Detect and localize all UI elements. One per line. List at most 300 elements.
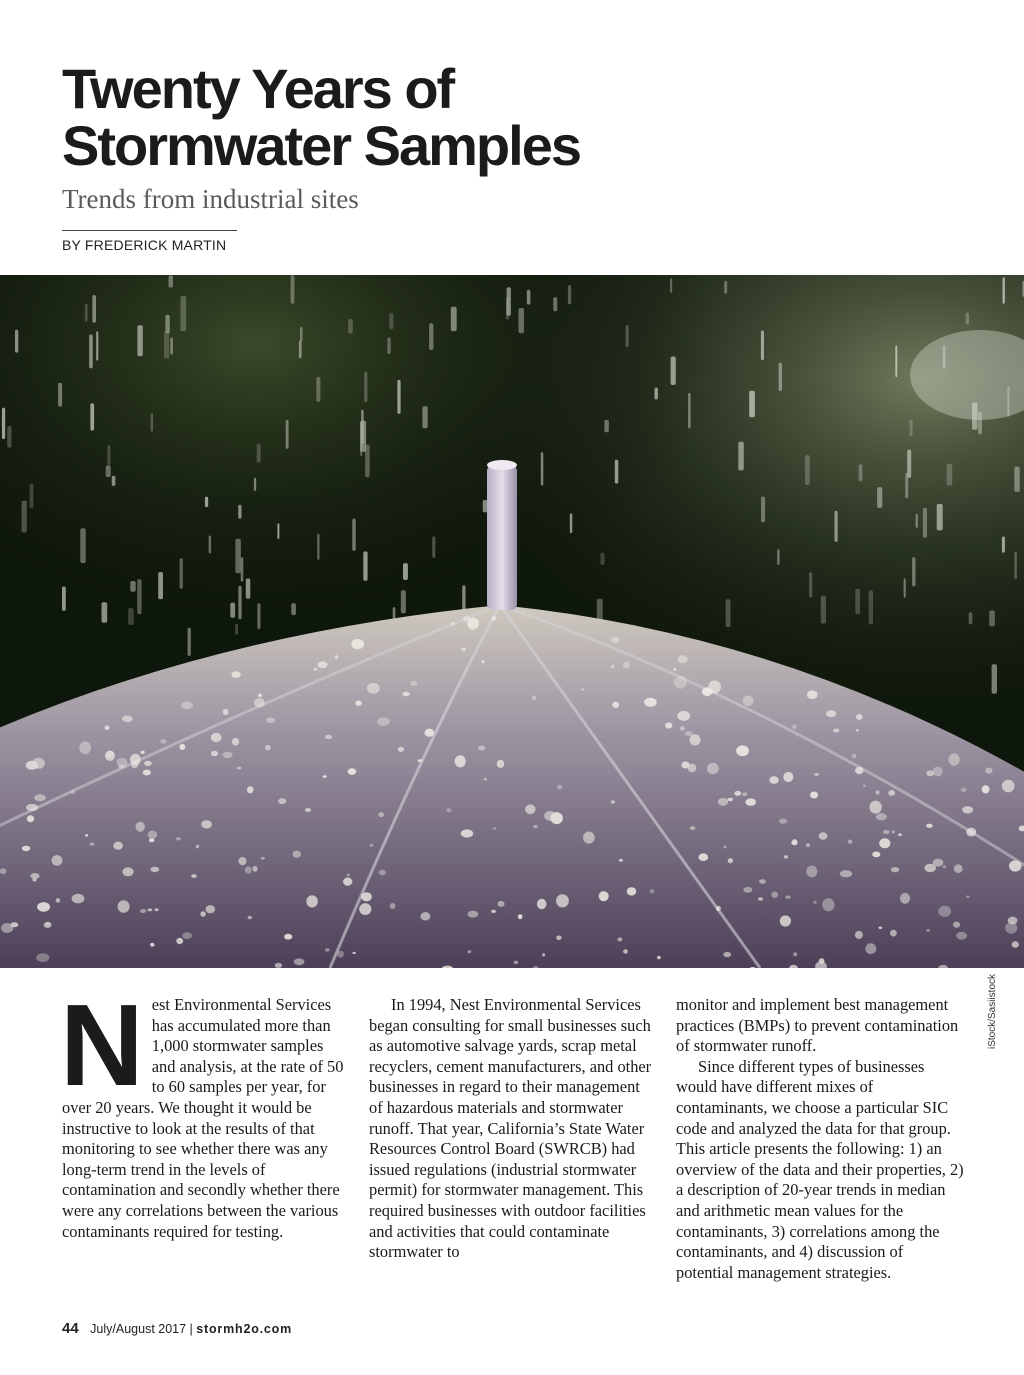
- water-droplet: [948, 753, 959, 765]
- water-droplet: [533, 825, 537, 828]
- water-droplet: [869, 801, 881, 814]
- water-droplet: [961, 788, 967, 792]
- water-droplet: [79, 741, 91, 754]
- water-droplet: [206, 905, 216, 913]
- water-droplet: [71, 790, 76, 794]
- water-droplet: [840, 870, 852, 877]
- rain-streak: [626, 325, 629, 347]
- water-droplet: [245, 866, 252, 873]
- column-2-paragraph: In 1994, Nest Environmental Services began consulting for small businesses such as automotive salvage yards, scrap metal recyclers, cement manufacturers, and other businesses in regard to their management of hazardous materials and stormwater runoff. That year, California’s State Water Resources Control Board (SWRCB) had issued regulations (industrial stormwater permit) for stormwater management. This required businesses with outdoor facilities and activities that could contaminate stormwater to: [369, 995, 652, 1262]
- water-droplet: [727, 798, 733, 801]
- rain-streak: [937, 504, 943, 531]
- water-droplet: [943, 865, 946, 868]
- rain-streak: [969, 612, 973, 624]
- rain-streak: [348, 319, 353, 334]
- rain-streak: [761, 497, 765, 523]
- rain-streak: [821, 596, 826, 624]
- rain-streak: [397, 380, 400, 414]
- water-droplet: [367, 683, 380, 694]
- rain-streak: [601, 553, 605, 565]
- rain-streak: [989, 611, 995, 627]
- water-droplet: [581, 688, 585, 691]
- water-droplet: [673, 668, 676, 671]
- water-droplet: [293, 851, 301, 858]
- rain-streak: [451, 307, 457, 331]
- byline: BY FREDERICK MARTIN: [62, 237, 227, 253]
- water-droplet: [85, 834, 88, 837]
- water-droplet: [352, 952, 356, 954]
- rain-streak: [519, 308, 525, 333]
- water-droplet: [855, 767, 863, 774]
- water-droplet: [785, 896, 791, 899]
- water-droplet: [359, 903, 371, 915]
- rain-streak: [1014, 467, 1020, 492]
- rain-streak: [102, 602, 108, 623]
- water-droplet: [149, 838, 155, 842]
- rain-streak: [90, 403, 94, 430]
- rain-streak: [877, 487, 882, 508]
- water-droplet: [463, 616, 471, 622]
- water-droplet: [266, 718, 275, 723]
- water-droplet: [617, 937, 622, 941]
- rain-streak: [205, 497, 208, 508]
- rain-streak: [107, 445, 110, 465]
- rain-streak: [553, 297, 557, 311]
- water-droplet: [261, 857, 265, 860]
- water-droplet: [583, 832, 595, 844]
- water-droplet: [780, 915, 791, 926]
- water-droplet: [275, 963, 282, 968]
- rain-streak: [80, 528, 85, 563]
- water-droplet: [447, 808, 452, 812]
- water-droplet: [318, 661, 328, 668]
- water-droplet: [852, 754, 857, 759]
- umbrella-rain-photo: [0, 275, 1024, 968]
- water-droplet: [451, 622, 454, 625]
- water-droplet: [294, 958, 305, 965]
- water-droplet: [810, 792, 818, 799]
- water-droplet: [420, 912, 430, 920]
- rain-streak: [916, 514, 918, 528]
- water-droplet: [176, 938, 183, 944]
- rain-streak: [22, 501, 27, 533]
- rain-streak: [904, 578, 906, 598]
- water-droplet: [793, 952, 797, 956]
- water-droplet: [196, 845, 200, 849]
- water-droplet: [118, 900, 130, 913]
- water-droplet: [201, 820, 212, 828]
- water-droplet: [769, 776, 778, 784]
- water-droplet: [879, 927, 883, 929]
- water-droplet: [900, 893, 910, 904]
- water-droplet: [985, 768, 992, 774]
- rain-streak: [835, 511, 838, 542]
- water-droplet: [144, 761, 152, 766]
- water-droplet: [933, 859, 944, 867]
- water-droplet: [883, 830, 890, 834]
- article-column-2: [369, 995, 657, 1263]
- water-droplet: [462, 648, 467, 651]
- rain-streak: [169, 275, 174, 287]
- water-droplet: [347, 873, 350, 876]
- rain-streak: [96, 331, 98, 360]
- water-droplet: [707, 763, 719, 774]
- rain-streak: [238, 505, 241, 519]
- water-droplet: [855, 931, 863, 939]
- rain-streak: [1007, 386, 1009, 416]
- rain-streak: [1014, 552, 1017, 580]
- article-column-3: [676, 995, 964, 1283]
- water-droplet: [856, 714, 863, 720]
- water-droplet: [833, 729, 839, 733]
- water-droplet: [180, 744, 186, 750]
- water-droplet: [468, 911, 479, 918]
- rain-streak: [947, 464, 953, 486]
- water-droplet: [758, 897, 763, 900]
- water-droplet: [848, 840, 852, 845]
- water-droplet: [657, 956, 661, 960]
- water-droplet: [826, 710, 836, 717]
- water-droplet: [348, 768, 357, 775]
- water-droplet: [926, 770, 934, 776]
- rain-streak: [859, 464, 863, 481]
- water-droplet: [335, 655, 339, 659]
- rain-streak: [365, 445, 370, 478]
- title-line-1: Twenty Years of: [62, 57, 454, 120]
- issue-date: July/August 2017 |: [90, 1322, 193, 1336]
- water-droplet: [537, 899, 547, 909]
- water-droplet: [113, 842, 123, 850]
- water-droplet: [398, 747, 404, 752]
- rain-streak: [387, 338, 390, 355]
- rain-streak: [62, 587, 66, 611]
- water-droplet: [728, 858, 733, 863]
- water-droplet: [926, 824, 933, 828]
- water-droplet: [865, 943, 876, 954]
- rain-streak: [130, 581, 135, 592]
- rain-streak: [235, 624, 238, 635]
- rain-streak: [604, 420, 609, 432]
- water-droplet: [478, 746, 485, 751]
- water-droplet: [938, 906, 951, 917]
- water-droplet: [237, 767, 241, 770]
- water-droplet: [238, 857, 246, 865]
- rain-streak: [726, 599, 731, 627]
- water-droplet: [674, 676, 687, 689]
- water-droplet: [734, 791, 741, 796]
- water-droplet: [966, 896, 970, 898]
- rain-streak: [403, 563, 408, 580]
- water-droplet: [343, 878, 352, 886]
- article-subtitle: Trends from industrial sites: [62, 184, 359, 214]
- rain-streak: [432, 536, 435, 558]
- water-droplet: [150, 943, 154, 947]
- water-droplet: [191, 874, 197, 878]
- rain-streak: [277, 523, 279, 539]
- rain-streak: [352, 519, 355, 551]
- rain-streak: [209, 536, 212, 554]
- water-droplet: [743, 696, 754, 707]
- water-droplet: [1012, 941, 1019, 948]
- water-droplet: [36, 953, 49, 962]
- water-droplet: [759, 879, 766, 884]
- rain-streak: [188, 628, 191, 656]
- water-droplet: [650, 889, 655, 894]
- water-droplet: [325, 948, 330, 952]
- rain-streak: [568, 285, 571, 304]
- rain-streak: [389, 313, 393, 329]
- rain-streak: [779, 363, 782, 391]
- water-droplet: [252, 866, 257, 872]
- water-droplet: [56, 898, 61, 903]
- rain-streak: [671, 357, 676, 386]
- water-droplet: [160, 739, 166, 743]
- rain-streak: [923, 508, 927, 538]
- rain-streak: [907, 450, 911, 478]
- photo-illustration: [0, 275, 1024, 968]
- rain-streak: [978, 412, 982, 435]
- water-droplet: [32, 758, 45, 769]
- water-droplet: [779, 819, 787, 824]
- water-droplet: [690, 734, 701, 745]
- column-1-text: est Environmental Services has accumulated more than 1,000 stormwater samples and analysis, at the rate of 50 to 60 samples per year, for over 20 years. We thought it would be instructive to look at the results of that monitoring to see whether there was any long-term trend in the levels of contamination and secondly whether there were any correlations between the various contaminants required for testing.: [62, 995, 344, 1241]
- water-droplet: [481, 660, 484, 663]
- water-droplet: [623, 949, 628, 953]
- water-droplet: [0, 868, 6, 874]
- byline-divider: [62, 230, 237, 231]
- title-line-2: Stormwater Samples: [62, 114, 580, 177]
- water-droplet: [497, 901, 504, 907]
- water-droplet: [211, 733, 222, 742]
- water-droplet: [181, 702, 193, 710]
- water-droplet: [708, 681, 721, 694]
- rain-streak: [7, 426, 11, 448]
- rain-streak: [137, 325, 142, 356]
- rain-streak: [316, 377, 320, 402]
- water-droplet: [27, 815, 34, 822]
- water-droplet: [211, 751, 218, 756]
- rain-streak: [541, 452, 544, 485]
- article-column-1: [60, 980, 347, 1242]
- rain-streak: [246, 578, 251, 598]
- rain-streak: [761, 330, 764, 360]
- rain-streak: [158, 572, 163, 599]
- water-droplet: [792, 725, 797, 730]
- water-droplet: [806, 843, 810, 847]
- water-droplet: [678, 655, 688, 663]
- rain-streak: [805, 455, 810, 485]
- water-droplet: [876, 790, 880, 794]
- article-title: [62, 57, 762, 177]
- water-droplet: [117, 758, 128, 767]
- water-droplet: [11, 922, 19, 927]
- water-droplet: [542, 953, 545, 956]
- water-droplet: [370, 844, 374, 847]
- rain-streak: [241, 557, 244, 582]
- rain-streak: [1002, 537, 1005, 553]
- water-droplet: [284, 934, 292, 940]
- water-droplet: [390, 903, 396, 909]
- water-droplet: [856, 729, 859, 731]
- water-droplet: [105, 725, 110, 730]
- water-droplet: [514, 961, 519, 964]
- rain-streak: [238, 586, 241, 620]
- water-droplet: [814, 773, 818, 776]
- rain-streak: [257, 603, 260, 629]
- water-droplet: [954, 864, 963, 873]
- water-droplet: [278, 798, 286, 804]
- rain-streak: [151, 413, 154, 432]
- page-footer: [62, 1320, 292, 1337]
- water-droplet: [863, 785, 866, 787]
- water-droplet: [72, 894, 85, 904]
- water-droplet: [819, 832, 828, 839]
- water-droplet: [22, 846, 30, 852]
- water-droplet: [888, 790, 895, 796]
- water-droplet: [611, 637, 620, 643]
- water-droplet: [355, 701, 361, 706]
- water-droplet: [461, 829, 473, 837]
- water-droplet: [378, 812, 384, 817]
- water-droplet: [822, 898, 834, 911]
- rain-streak: [235, 539, 241, 574]
- water-droplet: [222, 752, 232, 758]
- water-droplet: [623, 662, 630, 669]
- water-droplet: [148, 908, 153, 911]
- water-droplet: [890, 930, 897, 937]
- water-droplet: [136, 822, 145, 832]
- water-droplet: [143, 770, 151, 776]
- water-droplet: [892, 830, 895, 833]
- water-droplet: [231, 671, 240, 678]
- water-droplet: [122, 716, 133, 723]
- water-droplet: [723, 952, 731, 957]
- rain-streak: [291, 603, 296, 615]
- water-droplet: [141, 751, 145, 754]
- rain-streak: [300, 327, 303, 342]
- rain-streak: [363, 551, 367, 581]
- water-droplet: [743, 887, 752, 893]
- water-droplet: [680, 726, 685, 731]
- rain-streak: [291, 275, 295, 304]
- rain-streak: [58, 383, 62, 407]
- water-droplet: [685, 731, 693, 736]
- water-droplet: [518, 914, 523, 919]
- rain-streak: [317, 534, 319, 560]
- water-droplet: [248, 916, 252, 919]
- water-droplet: [410, 681, 417, 686]
- water-droplet: [718, 798, 728, 806]
- water-droplet: [619, 859, 623, 862]
- rain-streak: [180, 558, 183, 589]
- water-droplet: [698, 853, 708, 861]
- column-3-paragraph-1: monitor and implement best management practices (BMPs) to prevent contamination of stormwater runoff.: [676, 995, 959, 1056]
- rain-streak: [286, 420, 289, 449]
- water-droplet: [323, 775, 327, 778]
- water-droplet: [455, 755, 466, 767]
- water-droplet: [611, 665, 615, 669]
- water-droplet: [182, 932, 192, 939]
- water-droplet: [361, 892, 372, 901]
- water-droplet: [306, 895, 318, 907]
- rain-streak: [257, 444, 261, 463]
- water-droplet: [484, 778, 487, 780]
- rain-streak: [483, 500, 488, 513]
- water-droplet: [876, 813, 887, 820]
- water-droplet: [956, 932, 967, 940]
- rain-streak: [89, 334, 93, 368]
- water-droplet: [258, 694, 262, 698]
- page-number: 44: [62, 1320, 79, 1337]
- water-droplet: [926, 929, 930, 932]
- water-droplet: [493, 827, 497, 830]
- water-droplet: [557, 785, 562, 790]
- water-droplet: [783, 772, 793, 782]
- photo-credit: iStock/Sasiistock: [987, 973, 998, 1049]
- column-3-paragraph-2: Since different types of businesses would have different mixes of contaminants, we choose a particular SIC code and analyzed the data for that group. This article presents the following: 1) an overview of the data and their properties, 2) a description of 20-year trends in median and arithmetic mean values for the contaminants, 3) correlations among the contaminants, and 4) discussion of potential management strategies.: [676, 1056, 964, 1282]
- water-droplet: [200, 911, 205, 917]
- water-droplet: [556, 894, 569, 907]
- water-droplet: [690, 826, 695, 830]
- rain-streak: [254, 478, 256, 491]
- rain-streak: [615, 460, 619, 484]
- drop-cap: N: [60, 980, 142, 1110]
- water-droplet: [933, 767, 943, 776]
- water-droplet: [1009, 860, 1022, 871]
- water-droplet: [305, 808, 311, 812]
- water-droplet: [418, 759, 423, 762]
- rain-streak: [92, 295, 96, 323]
- water-droplet: [176, 837, 181, 840]
- water-droplet: [468, 950, 472, 953]
- rain-streak: [137, 579, 141, 614]
- water-droplet: [872, 852, 880, 858]
- rain-streak: [895, 345, 897, 377]
- water-droplet: [492, 616, 497, 621]
- rain-streak: [972, 403, 978, 430]
- water-droplet: [379, 870, 386, 876]
- water-droplet: [148, 831, 158, 839]
- water-droplet: [265, 745, 271, 751]
- rain-streak: [670, 278, 672, 293]
- water-droplet: [254, 698, 265, 707]
- rain-streak: [299, 341, 302, 359]
- rain-streak: [655, 388, 658, 400]
- water-droplet: [879, 838, 890, 848]
- rain-streak: [180, 296, 186, 331]
- water-droplet: [223, 709, 229, 715]
- rain-streak: [164, 331, 169, 358]
- water-droplet: [26, 804, 38, 811]
- water-droplet: [106, 751, 114, 758]
- rain-streak: [112, 476, 116, 486]
- water-droplet: [644, 698, 657, 707]
- water-droplet: [612, 702, 619, 708]
- water-droplet: [131, 762, 138, 768]
- water-droplet: [525, 804, 536, 814]
- rain-streak: [992, 664, 997, 693]
- rain-streak: [230, 603, 235, 618]
- rain-streak: [943, 345, 946, 368]
- water-droplet: [150, 867, 159, 872]
- water-droplet: [665, 722, 672, 728]
- water-droplet: [611, 800, 615, 803]
- rain-streak: [422, 406, 427, 428]
- site-url[interactable]: stormh2o.com: [196, 1322, 293, 1336]
- rain-streak: [30, 484, 34, 508]
- water-droplet: [966, 828, 976, 837]
- rain-streak: [2, 408, 5, 440]
